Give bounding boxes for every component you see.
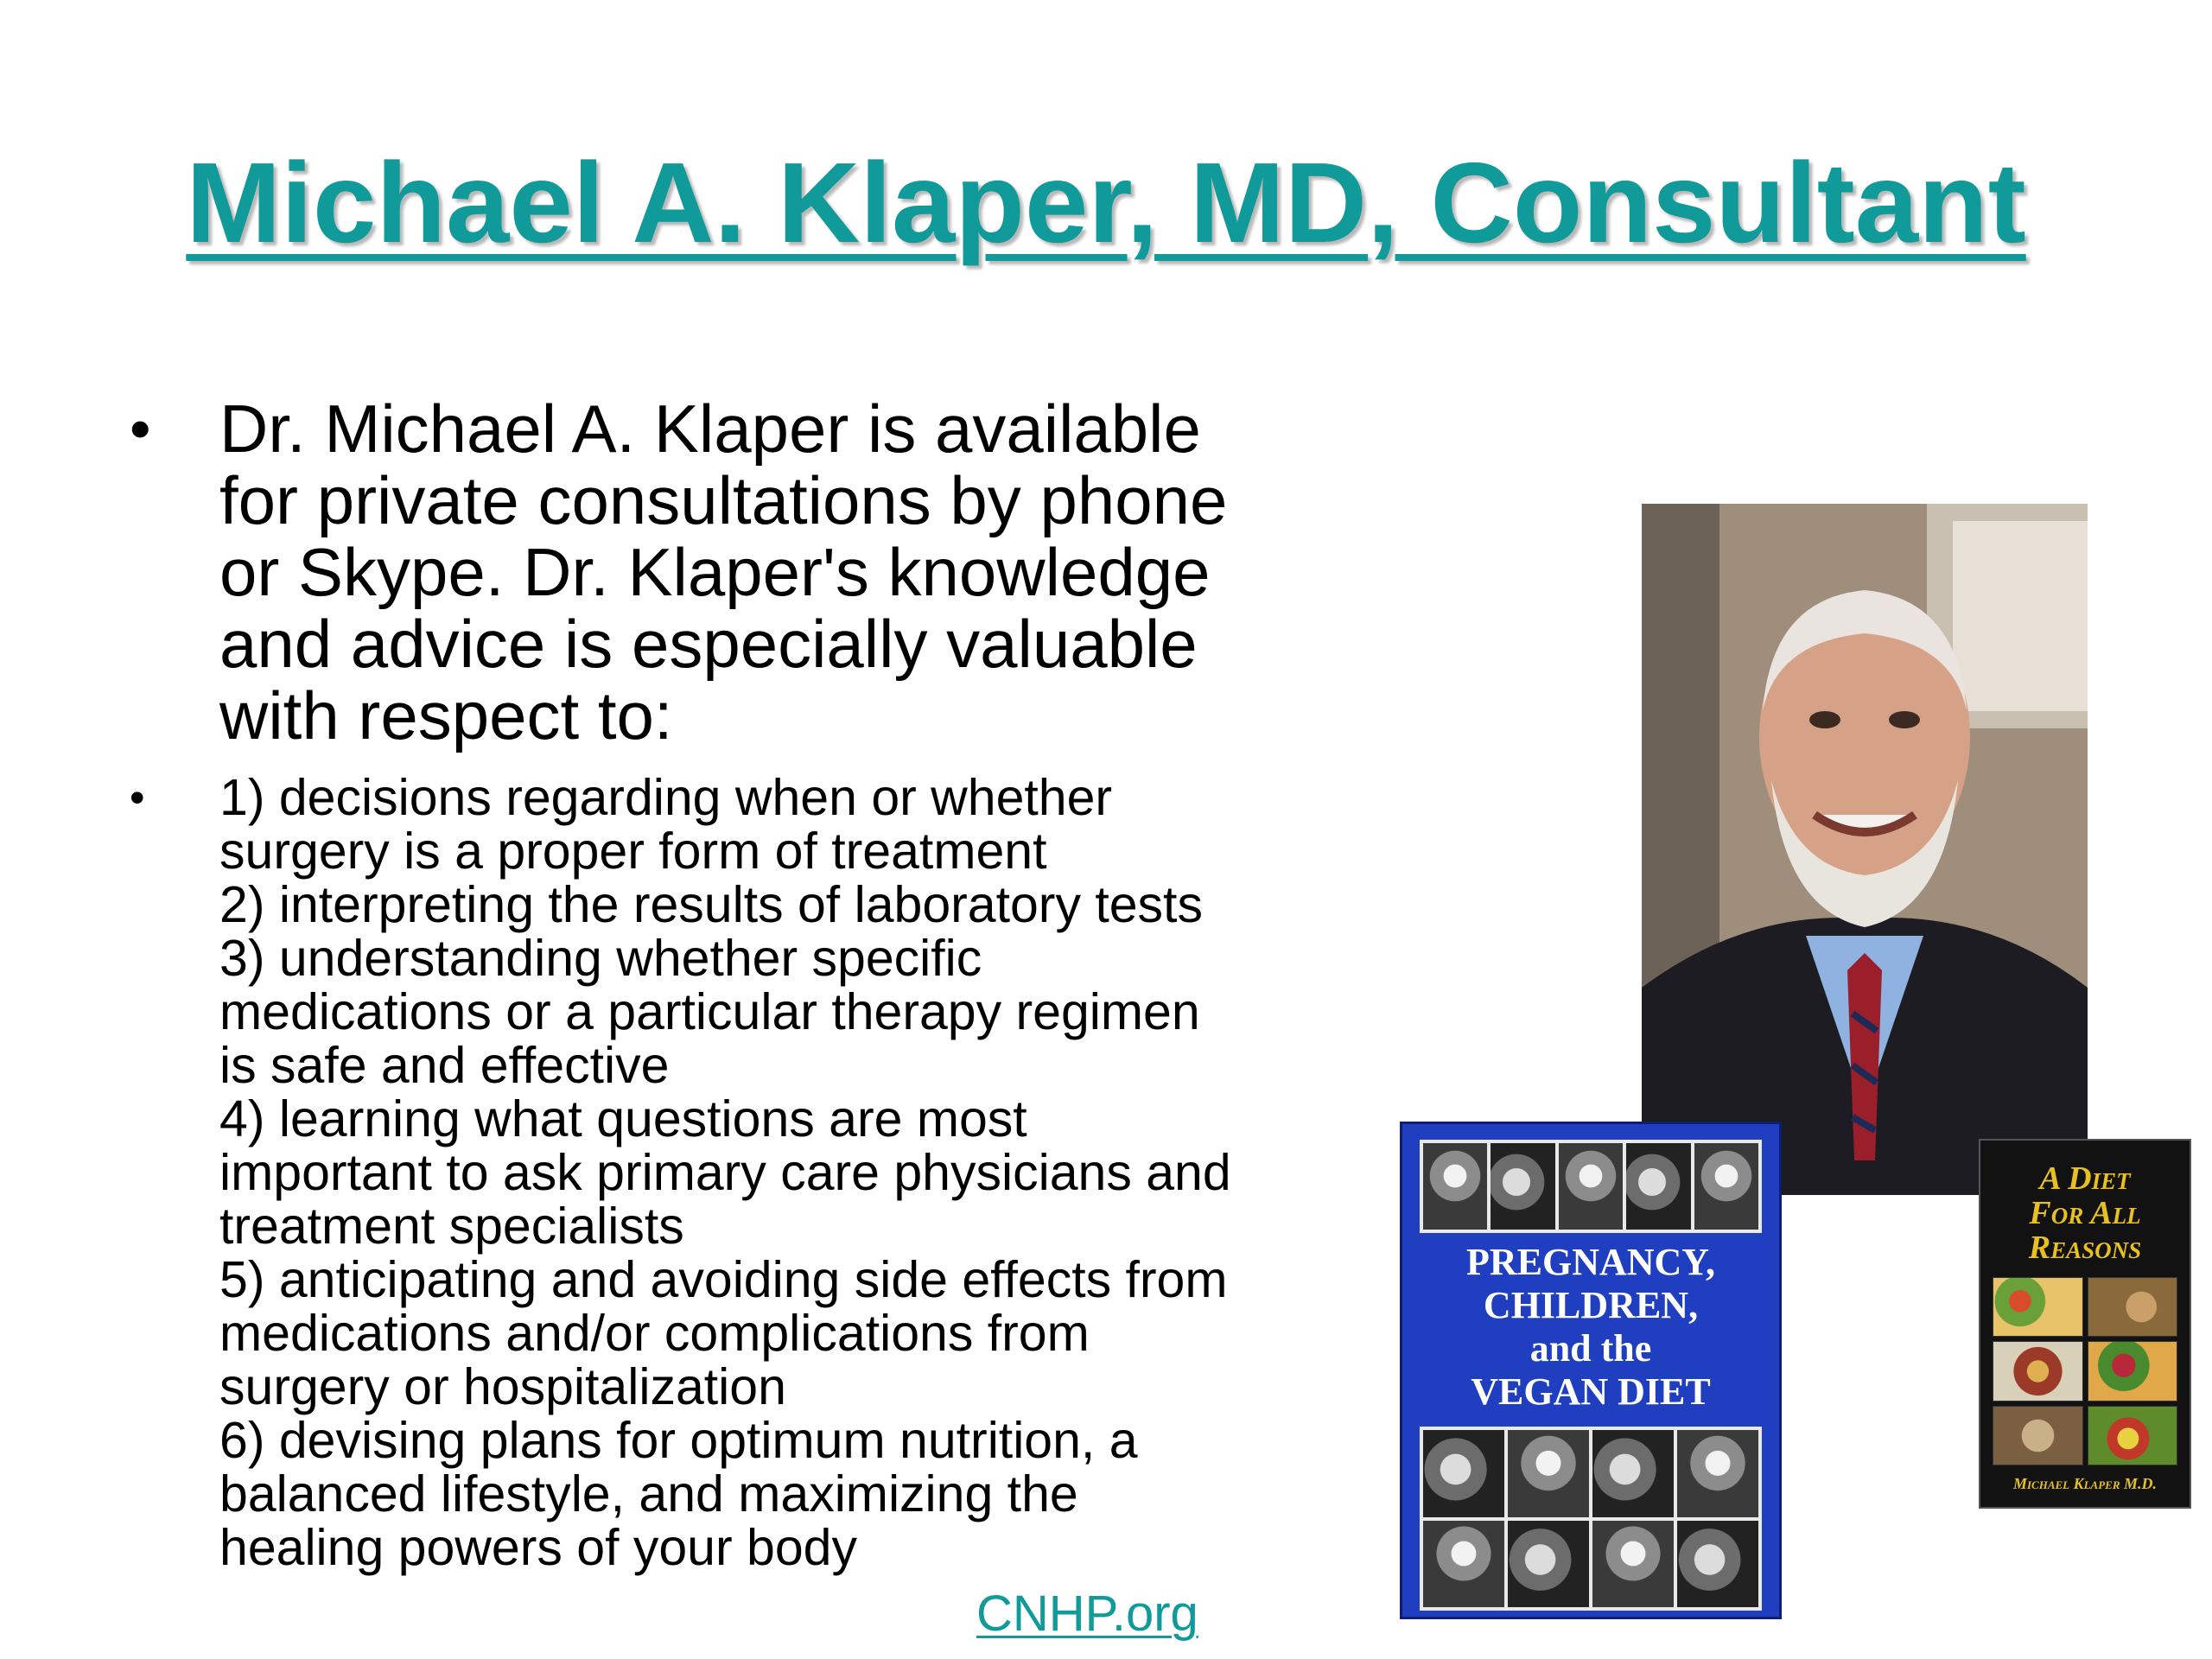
food-photo — [1993, 1277, 2083, 1337]
child-photo — [1592, 1521, 1674, 1608]
child-photo — [1559, 1143, 1623, 1230]
bullet-marker: • — [130, 773, 145, 822]
book-title: PREGNANCY, CHILDREN, and the VEGAN DIET — [1465, 1241, 1716, 1413]
child-photo — [1423, 1143, 1487, 1230]
food-photo — [2088, 1406, 2178, 1465]
list-item-topics — [130, 771, 1357, 1574]
child-photo — [1508, 1521, 1589, 1608]
food-photo — [2088, 1277, 2178, 1337]
list-item-intro — [130, 393, 1357, 752]
child-photo — [1423, 1521, 1504, 1608]
book-photo-strip-top — [1420, 1140, 1762, 1233]
book-photo-strip-bottom — [1420, 1427, 1762, 1611]
book-cover-diet-for-all-reasons — [1979, 1139, 2191, 1509]
child-photo — [1626, 1143, 1690, 1230]
child-photo — [1694, 1143, 1758, 1230]
food-photo — [2088, 1341, 2178, 1401]
bullet-marker: • — [130, 395, 151, 462]
child-photo — [1423, 1430, 1504, 1517]
child-photo — [1677, 1521, 1758, 1608]
food-photo — [1993, 1406, 2083, 1465]
portrait-illustration — [1642, 504, 2088, 1195]
intro-text: Dr. Michael A. Klaper is available for private consultations by phone or Skype. Dr. Klaper's knowledge and advice is especially valuable with respect to: — [219, 391, 1228, 753]
cnhp-link[interactable]: CNHP.org — [976, 1586, 1198, 1642]
book-title: A Diet For All Reasons — [2028, 1160, 2142, 1266]
topics-text: 1) decisions regarding when or whether surgery is a proper form of treatment 2) interpreting the results of laboratory tests 3) understanding whether specific medications or a particular therapy regimen is safe and effective 4) learning what questions are most important to ask primary care physicians and treatment specialists 5) anticipating and avoiding side effects from medications and/or complications from surgery or hospitalization 6) devising plans for optimum nutrition, a balanced lifestyle, and maximizing the healing powers of your body — [219, 769, 1231, 1576]
child-photo — [1592, 1430, 1674, 1517]
book-author: Michael Klaper M.D. — [2012, 1475, 2158, 1492]
slide-title: Michael A. Klaper, MD, Consultant — [186, 139, 2026, 266]
food-photo-grid — [1993, 1277, 2177, 1465]
portrait-photo — [1642, 504, 2088, 1195]
bullet-list — [130, 393, 1357, 1574]
food-photo — [1993, 1341, 2083, 1401]
child-photo — [1491, 1143, 1554, 1230]
child-photo — [1508, 1430, 1589, 1517]
book-cover-pregnancy-children-vegan-diet — [1400, 1122, 1782, 1619]
child-photo — [1677, 1430, 1758, 1517]
